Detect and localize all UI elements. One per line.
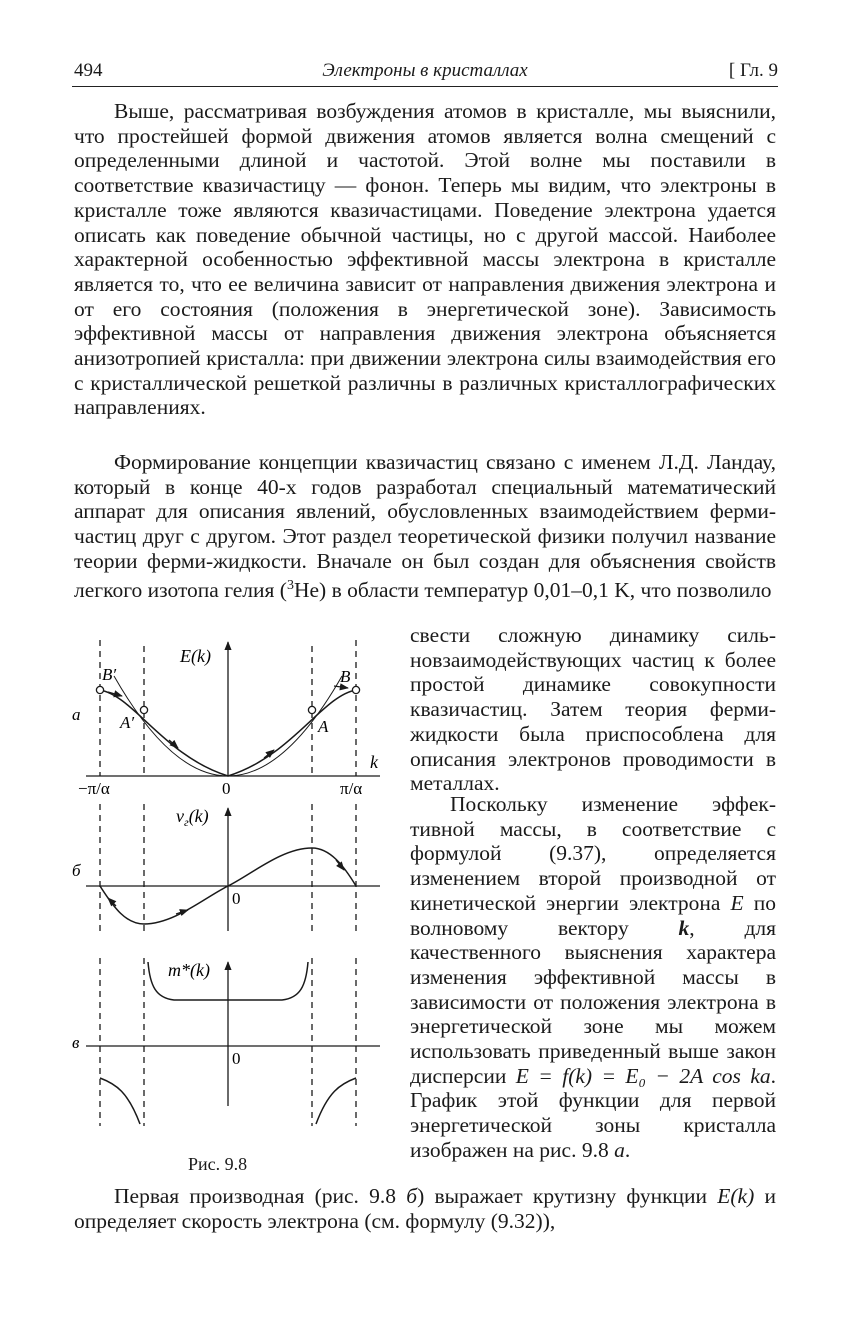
panel-c-label: в [72, 1033, 80, 1052]
symbol-E: E [730, 890, 744, 915]
arrow-velocity-left [108, 898, 116, 906]
paragraph-4 [74, 1184, 776, 1233]
label-a-prime: A′ [120, 713, 135, 732]
label-b-prime: B′ [102, 665, 117, 684]
figure-ref-b: б [406, 1184, 418, 1208]
paragraph-2-end: He) в области температур 0,01–0,1 K, что позволило [293, 577, 772, 602]
mass-curve-negative-left [100, 1078, 140, 1124]
figure-caption: Рис. 9.8 [188, 1154, 248, 1174]
tick-plus-pi: π/α [340, 779, 363, 798]
velocity-symbol: v [176, 806, 184, 826]
wrap-paragraph-1: свести сложную динамику сильновзаимодействующих частиц к более простой динамике совокупности квазичастиц. Затем теория ферми-жидкости была приспособлена для описания электронов проводимости в металлах. [410, 623, 776, 796]
point-a [308, 706, 315, 713]
p4-text-c: и определяет скорость электрона (см. формулу (9.32)), [74, 1184, 776, 1233]
p4-text-b: ) выражает крутизну функции [417, 1184, 718, 1208]
tick-zero-c: 0 [232, 1049, 241, 1068]
label-a: A [318, 717, 329, 736]
running-title: Электроны в кристаллах [322, 60, 528, 81]
point-a-prime [140, 706, 147, 713]
tick-minus-pi: −π/α [78, 779, 110, 798]
symbol-k: k [678, 915, 690, 940]
wrap-text-b: по волновому вектору [410, 890, 776, 940]
panel-b-ylabel [176, 806, 209, 829]
paragraph-1: Выше, рассматривая возбуждения атомов в кристалле, мы выяснили, что простейшей формой движения атомов является волна смещений с определенными длиной и частотой. Этой волне мы поставили в соответствие квазичастицу — фонон. Теперь мы видим, что электроны в кристалле тоже являются квазичастицами. Поведение электрона удается описать как поведение обычной частицы, но с другой массой. Наиболее характерной особенностью эффективной массы электрона в кристалле является то, что ее величина зависит от направления движения электрона и от его состояния (положения в энергетической зоне). Зависимость эффективной массы от направления движения электрона объясняется анизотропией кристалла: при движении электрона силы взаимодействия его с кристаллической решеткой различны в различных кристаллографических направлениях. [74, 99, 776, 420]
paragraph-2-text: Формирование концепции квазичастиц связано с именем Л.Д. Ландау, который в конце 40-х годов разработал специальный математический аппарат для описания явлений, обусловленных взаимодействием ферми-частиц друг с другом. Этот раздел теоретической физики получил название теории ферми-жидкости. Вначале он был создан для объяснения свойств легкого изотопа гелия ( [74, 450, 776, 602]
wrap-text-d: . График этой функции для первой энергетической зоны кристалла изображен на рис. 9.8 [410, 1063, 776, 1162]
point-b-prime [96, 686, 103, 693]
dispersion-formula: E = f(k) = E₀ − 2A cos ka [515, 1063, 771, 1088]
chapter-label: [ Гл. 9 [728, 60, 778, 81]
panel-a-ylabel: E(k) [180, 646, 211, 666]
wrap-text-c: , для качественного выяснения характера изменения эффективной массы в зависимости от положения электрона в энергетической зоне мы можем использовать приведенный выше закон дисперсии [410, 915, 776, 1088]
label-b: B [340, 667, 351, 686]
isotope-superscript: 3 [286, 577, 294, 593]
p4-text-a: Первая производная (рис. 9.8 [114, 1184, 407, 1208]
wrap-text-e: . [624, 1137, 631, 1162]
panel-a-label: а [72, 705, 81, 724]
page-number: 494 [74, 60, 103, 81]
paragraph-2 [74, 450, 776, 602]
symbol-Ek: E(k) [717, 1184, 755, 1208]
mass-curve-negative-right [316, 1078, 356, 1124]
figure-ref-a: а [614, 1137, 625, 1162]
figure-9-8 [64, 636, 394, 1176]
point-b [352, 686, 359, 693]
velocity-subscript: г [184, 815, 189, 829]
velocity-argument: (k) [188, 806, 209, 826]
tick-zero-a: 0 [222, 779, 231, 798]
panel-c-ylabel: m*(k) [168, 960, 210, 980]
header-rule [72, 86, 778, 87]
panel-a-xlabel: k [370, 752, 378, 772]
page-header [72, 58, 778, 84]
arrow-velocity-right [336, 860, 344, 870]
panel-b-label: б [72, 861, 81, 880]
wrap-text-a: Поскольку изменение эффективной массы, в соответствие с формулой (9.37), определяется изменением второй производной от кинетической энергии электрона [410, 792, 776, 915]
tick-zero-b: 0 [232, 889, 241, 908]
wrap-paragraph-2 [410, 792, 776, 1163]
